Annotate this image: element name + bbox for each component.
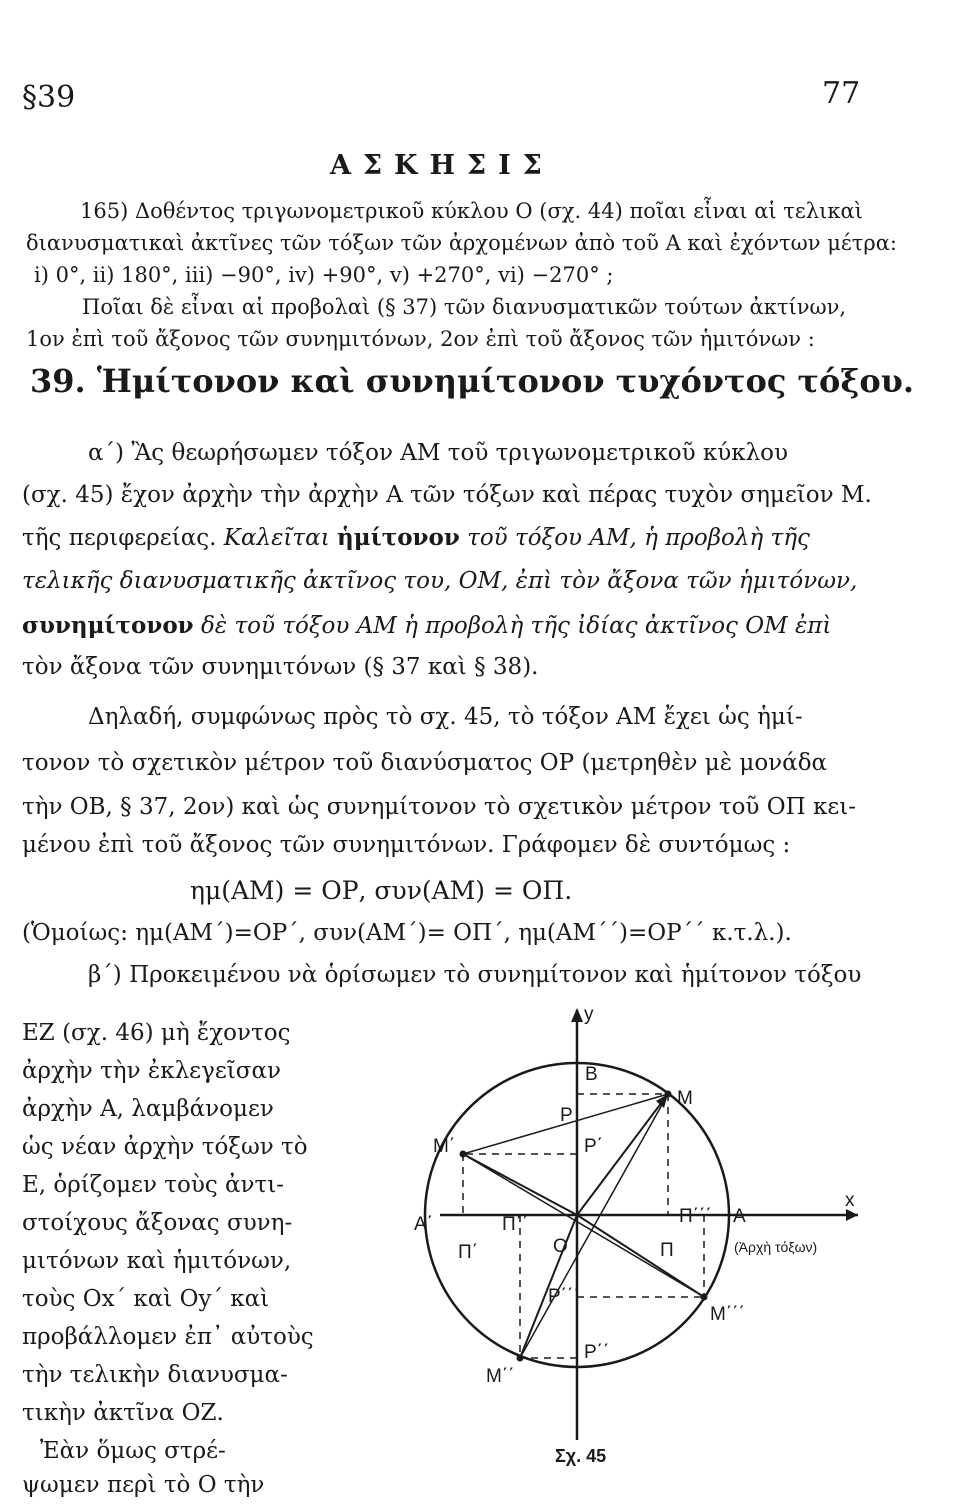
exercise-line-3: i) 0°, ii) 180°, iii) −90°, iv) +90°, v) +270°, vi) −270° ; <box>34 263 614 287</box>
radius-OM3 <box>577 1215 704 1297</box>
section-number: §39 <box>22 80 76 115</box>
exercise-line-5: 1ον ἐπὶ τοῦ ἄξονος τῶν συνημιτόνων, 2ον ἐπὶ τοῦ ἄξονος τῶν ἡμιτόνων : <box>26 327 815 351</box>
radius-OM1 <box>463 1154 577 1215</box>
exercise-line-1: 165) Δοθέντος τριγωνομετρικοῦ κύκλου Ο (σχ. 44) ποῖαι εἶναι αἱ τελικαὶ <box>80 199 863 223</box>
unit-circle-figure <box>400 995 860 1475</box>
para-a-line-3-d: τοῦ τόξου ΑΜ, ἡ προβολὴ τῆς <box>459 525 810 551</box>
section-heading: 39. Ἡμίτονον καὶ συνημίτονον τυχόντος τόξου. <box>30 362 915 400</box>
para-a-line-4: τελικῆς διανυσματικῆς ἀκτῖνος του, ΟΜ, ἐπὶ τὸν ἄξονα τῶν ἡμιτόνων, <box>22 568 858 594</box>
label-B: B <box>585 1064 598 1085</box>
label-A: A <box>733 1206 746 1227</box>
term-sine: ἡμίτονον <box>337 524 460 551</box>
left-column-line-9: προβάλλομεν ἐπ᾽ αὐτοὺς <box>22 1324 314 1350</box>
label-M2: M΄΄ <box>486 1366 515 1387</box>
para-b-line-1: Δηλαδή, συμφώνως πρὸς τὸ σχ. 45, τὸ τόξον ΑΜ ἔχει ὡς ἡμί- <box>88 704 803 730</box>
left-column-line-7: μιτόνων καὶ ἡμιτόνων, <box>22 1248 292 1274</box>
para-b-line-2: τονον τὸ σχετικὸν μέτρον τοῦ διανύσματος ΟΡ (μετρηθὲν μὲ μονάδα <box>22 750 828 776</box>
para-b-line-4: μένου ἐπὶ τοῦ ἄξονος τῶν συνημιτόνων. Γράφομεν δὲ συντόμως : <box>22 832 791 858</box>
para-a-line-2: (σχ. 45) ἔχον ἀρχὴν τὴν ἀρχὴν Α τῶν τόξων καὶ πέρας τυχὸν σημεῖον Μ. <box>22 482 872 508</box>
label-arc-origin: (Ἀρχὴ τόξων) <box>734 1239 818 1255</box>
label-x: x <box>845 1190 855 1211</box>
para-a-line-5-b: δὲ τοῦ τόξου ΑΜ ἡ προβολὴ τῆς ἰδίας ἀκτῖνος ΟΜ ἐπὶ <box>193 613 832 639</box>
label-P2: P΄΄ <box>584 1342 610 1363</box>
left-column-line-3: ἀρχὴν Α, λαμβάνομεν <box>22 1096 274 1122</box>
para-c-line-1: β΄) Προκειμένου νὰ ὁρίσωμεν τὸ συνημίτονον καὶ ἡμίτονον τόξου <box>88 962 862 988</box>
label-A1: A΄ <box>414 1214 433 1235</box>
para-a-line-5 <box>22 612 831 639</box>
para-a-line-1: α΄) Ἂς θεωρήσωμεν τόξον ΑΜ τοῦ τριγωνομετρικοῦ κύκλου <box>88 440 789 466</box>
left-column-line-13: ψωμεν περὶ τὸ Ο τὴν <box>22 1472 265 1498</box>
left-column-line-1: ΕΖ (σχ. 46) μὴ ἔχοντος <box>22 1020 291 1046</box>
left-column-line-6: στοίχους ἄξονας συνη- <box>22 1210 293 1236</box>
para-a-line-6: τὸν ἄξονα τῶν συνημιτόνων (§ 37 καὶ § 38). <box>22 654 539 680</box>
label-Pi3: Π΄΄΄ <box>679 1206 712 1227</box>
para-a-line-3-a: τῆς περιφερείας. <box>22 525 224 551</box>
figure-caption: Σχ. 45 <box>555 1446 607 1466</box>
exercise-line-2: διανυσματικαὶ ἀκτῖνες τῶν τόξων τῶν ἀρχομένων ἀπὸ τοῦ Α καὶ ἐχόντων μέτρα: <box>26 231 897 255</box>
formula-main: ημ(ΑΜ) = ΟΡ, συν(ΑΜ) = ΟΠ. <box>190 876 573 905</box>
para-a-line-3-b: Καλεῖται <box>223 525 338 551</box>
page-number: 77 <box>822 76 861 111</box>
para-a-line-3 <box>22 524 810 551</box>
para-b-line-3: τὴν ΟΒ, § 37, 2ον) καὶ ὡς συνημίτονον τὸ σχετικὸν μέτρον τοῦ ΟΠ κει- <box>22 794 857 820</box>
formula-similar: (Ὁμοίως: ημ(ΑΜ΄)=ΟΡ΄, συν(ΑΜ΄)= ΟΠ΄, ημ(ΑΜ΄΄)=ΟΡ΄΄ κ.τ.λ.). <box>22 920 792 946</box>
left-column-line-11: τικὴν ἀκτῖνα ΟΖ. <box>22 1400 224 1426</box>
chord-M2-M <box>520 1094 668 1358</box>
left-column-line-8: τοὺς Οx΄ καὶ Οy΄ καὶ <box>22 1286 270 1312</box>
term-cosine: συνημίτονον <box>22 612 194 639</box>
left-column-line-10: τὴν τελικὴν διανυσμα- <box>22 1362 288 1388</box>
label-y: y <box>584 1004 594 1025</box>
left-column-line-5: Ε, ὁρίζομεν τοὺς ἀντι- <box>22 1172 285 1198</box>
label-M1: M΄ <box>433 1136 456 1157</box>
left-column-line-4: ὡς νέαν ἀρχὴν τόξων τὸ <box>22 1134 308 1160</box>
y-axis-arrow <box>571 1008 583 1022</box>
label-P1: P΄ <box>584 1136 603 1157</box>
label-Pi1: Π΄ <box>458 1242 479 1263</box>
label-P3: P΄΄΄ <box>548 1286 580 1307</box>
label-O: O <box>553 1236 568 1257</box>
label-P: P <box>560 1105 573 1126</box>
left-column-line-2: ἀρχὴν τὴν ἐκλεγεῖσαν <box>22 1058 281 1084</box>
exercises-title: ΑΣΚΗΣΙΣ <box>330 150 554 181</box>
label-M: M <box>677 1088 693 1109</box>
label-M3: M΄΄΄ <box>710 1304 745 1325</box>
label-Pi2: Π΄΄ <box>502 1214 529 1235</box>
left-column-line-12: Ἐὰν ὅμως στρέ- <box>40 1438 226 1464</box>
exercise-line-4: Ποῖαι δὲ εἶναι αἱ προβολαὶ (§ 37) τῶν διανυσματικῶν τούτων ἀκτίνων, <box>82 295 847 319</box>
label-Pi: Π <box>660 1240 674 1261</box>
